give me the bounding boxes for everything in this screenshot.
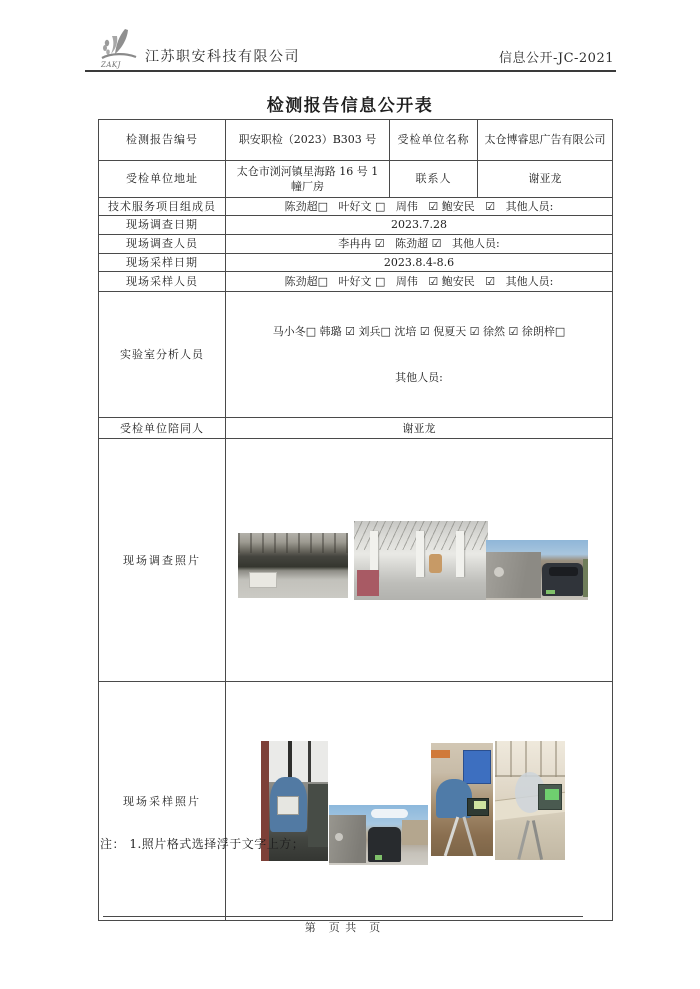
greenery-shape xyxy=(583,559,588,596)
sampling-photos-cell xyxy=(226,682,613,921)
survey-photos-cell xyxy=(226,439,613,682)
page-header xyxy=(85,28,616,72)
unit-name-value: 太仓博睿思广告有限公司 xyxy=(478,120,613,161)
lab-staff-label: 实验室分析人员 xyxy=(99,292,226,418)
white-box-shape xyxy=(249,572,277,588)
project-team-label: 技术服务项目组成员 xyxy=(99,198,226,216)
footer-divider xyxy=(103,916,583,917)
logo-text: ZAKJ xyxy=(101,61,121,69)
survey-date-label: 现场调查日期 xyxy=(99,216,226,234)
lab-staff-line1: 马小冬□ 韩璐 ☑ 刘兵□ 沈培 ☑ 倪夏天 ☑ 徐然 ☑ 徐朗梓□ xyxy=(272,324,566,338)
contact-label: 联系人 xyxy=(390,161,478,198)
red-machine-shape xyxy=(357,570,380,597)
table-row xyxy=(99,292,613,418)
window-frame-shape xyxy=(308,741,311,782)
window-frame-shape xyxy=(288,741,292,782)
column-shape xyxy=(456,531,464,577)
sampling-date-value: 2023.8.4-8.6 xyxy=(226,253,613,271)
sampling-date-label: 现场采样日期 xyxy=(99,253,226,271)
table-row xyxy=(99,161,613,198)
page-title: 检测报告信息公开表 xyxy=(266,96,434,116)
unit-name-label: 受检单位名称 xyxy=(390,120,478,161)
sampling-photo-2 xyxy=(329,805,428,865)
table-row xyxy=(99,216,613,234)
table-row xyxy=(99,120,613,161)
sampling-photo-4 xyxy=(495,741,565,860)
car-shape xyxy=(368,827,402,862)
unit-address-value: 太仓市浏河镇星海路 16 号 1 幢厂房 xyxy=(226,161,390,198)
machine-shape xyxy=(308,784,328,846)
column-shape xyxy=(416,531,424,577)
survey-staff-checklist: 李冉冉 ☑ 陈劲超 ☑ 其他人员: xyxy=(226,234,613,253)
blue-unit-shape xyxy=(463,750,491,784)
table-row xyxy=(99,234,613,253)
survey-photo-3 xyxy=(486,540,588,600)
tripod-leg-shape xyxy=(463,816,477,856)
license-plate-shape xyxy=(375,855,383,860)
survey-photo-1 xyxy=(238,533,348,598)
survey-date-value: 2023.7.28 xyxy=(226,216,613,234)
report-no-value: 职安职检（2023）B303 号 xyxy=(226,120,390,161)
white-box-shape xyxy=(277,796,299,815)
sign-logo-shape xyxy=(494,567,504,577)
table-row xyxy=(99,439,613,682)
instrument-screen-shape xyxy=(474,801,485,809)
survey-photo-2 xyxy=(354,521,488,600)
building-shape xyxy=(402,820,428,845)
table-row xyxy=(99,253,613,271)
lab-staff-checklist xyxy=(226,292,613,418)
sampling-photo-3 xyxy=(431,743,493,856)
report-form-table xyxy=(98,119,613,921)
company-name: 江苏职安科技有限公司 xyxy=(145,49,300,65)
tripod-leg-shape xyxy=(443,816,458,856)
table-row xyxy=(99,682,613,921)
survey-photos-label: 现场调查照片 xyxy=(99,439,226,682)
unit-address-label: 受检单位地址 xyxy=(99,161,226,198)
tripod-leg-shape xyxy=(517,820,530,860)
page-number: 第 页 共 页 xyxy=(304,921,382,934)
project-team-checklist: 陈劲超□ 叶好文 □ 周伟 ☑ 鲍安民 ☑ 其他人员: xyxy=(226,198,613,216)
table-row xyxy=(99,198,613,216)
roof-trusses-shape xyxy=(238,533,348,553)
cloud-shape xyxy=(371,809,409,819)
escort-label: 受检单位陪同人 xyxy=(99,418,226,439)
footnote: 注： 1.照片格式选择浮于文字上方； xyxy=(100,837,305,851)
tripod-leg-shape xyxy=(531,820,542,860)
drum-shape xyxy=(429,554,442,573)
contact-value: 谢亚龙 xyxy=(478,161,613,198)
instrument-screen-shape xyxy=(545,789,559,800)
orange-arm-shape xyxy=(431,750,450,758)
car-window-shape xyxy=(549,567,578,577)
window-shape xyxy=(269,741,328,782)
report-no-label: 检测报告编号 xyxy=(99,120,226,161)
sampling-staff-checklist: 陈劲超□ 叶好文 □ 周伟 ☑ 鲍安民 ☑ 其他人员: xyxy=(226,272,613,292)
document-code: 信息公开-JC-2021 xyxy=(498,51,614,66)
sampling-photos-label: 现场采样照片 xyxy=(99,682,226,921)
license-plate-shape xyxy=(546,590,555,594)
table-row xyxy=(99,418,613,439)
escort-value: 谢亚龙 xyxy=(226,418,613,439)
survey-staff-label: 现场调查人员 xyxy=(99,234,226,253)
company-logo xyxy=(98,27,144,69)
sampling-staff-label: 现场采样人员 xyxy=(99,272,226,292)
table-row xyxy=(99,272,613,292)
sign-logo-shape xyxy=(335,833,343,841)
lab-staff-line2: 其他人员: xyxy=(395,371,443,385)
